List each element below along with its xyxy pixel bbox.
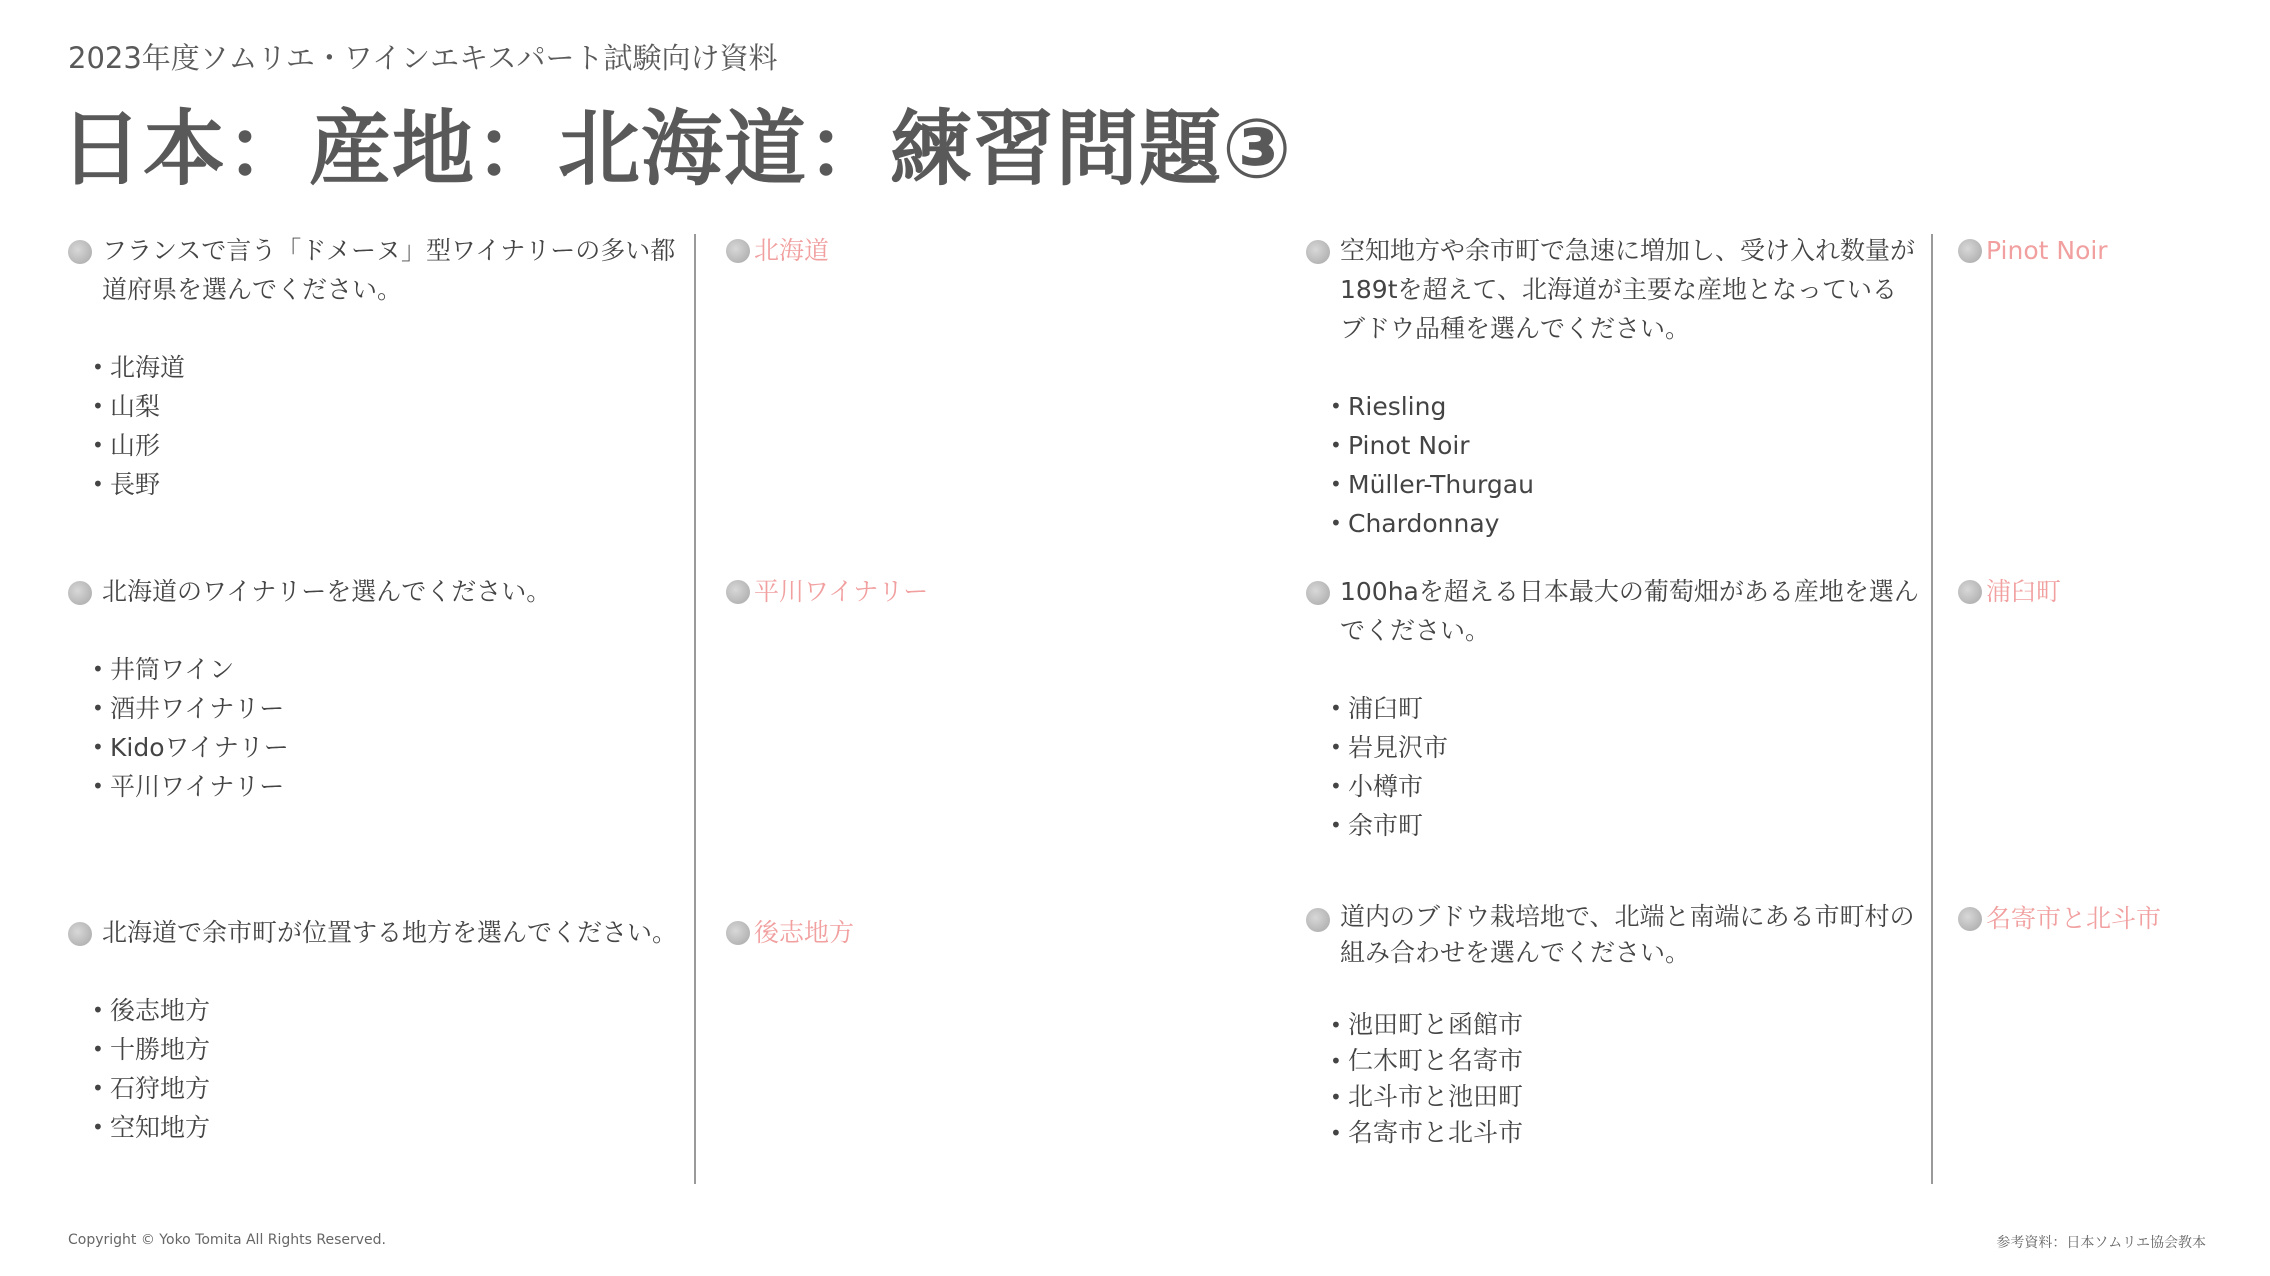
option-item: • 井筒ワイン [92,650,682,689]
bullet-circle-icon [1958,239,1982,263]
bullet-circle-icon [726,580,750,604]
question-block [68,572,682,806]
bullet-circle-icon [1306,581,1330,605]
option-item: • 空知地方 [92,1108,682,1147]
option-item: • 仁木町と名寄市 [1330,1043,1920,1079]
option-item: • 北斗市と池田町 [1330,1079,1920,1115]
question-text: 道内のブドウ栽培地で、北端と南端にある市町村の組み合わせを選んでください。 [1340,902,1915,967]
option-item: • Pinot Noir [1330,426,1920,465]
option-item: • 長野 [92,465,682,504]
question-block [1306,572,1920,845]
divider-right [1931,234,1933,1184]
option-item: • 後志地方 [92,991,682,1030]
bullet-circle-icon [68,581,92,605]
option-item: • Riesling [1330,387,1920,426]
question-text: 北海道のワイナリーを選んでください。 [102,577,552,606]
option-list [1306,387,1920,543]
option-item: • Müller-Thurgau [1330,465,1920,504]
question-text: 100haを超える日本最大の葡萄畑がある産地を選んでください。 [1340,577,1919,645]
answer-text: 平川ワイナリー [754,577,929,606]
bullet-circle-icon [1306,908,1330,932]
bullet-circle-icon [1958,907,1982,931]
option-list [1306,1007,1920,1151]
question-block [68,913,682,1147]
option-item: • 平川ワイナリー [92,767,682,806]
option-list [68,348,682,504]
answer-block [1958,572,2061,611]
subtitle: 2023年度ソムリエ・ワインエキスパート試験向け資料 [68,41,778,75]
answer-block [1958,899,2161,938]
answer-text: 浦臼町 [1986,577,2062,606]
question-block [1306,899,1920,1151]
bullet-circle-icon [68,240,92,264]
answer-block [726,913,854,952]
answer-text: 北海道 [754,236,830,265]
divider-left [694,234,696,1184]
answer-block [726,231,829,270]
option-item: • 小樽市 [1330,767,1920,806]
option-item: • 酒井ワイナリー [92,689,682,728]
answer-block [726,572,928,611]
answer-block [1958,231,2108,270]
bullet-circle-icon [726,921,750,945]
option-item: • 山梨 [92,387,682,426]
option-list [1306,689,1920,845]
question-block [1306,231,1920,543]
answer-text: 名寄市と北斗市 [1986,904,2162,933]
answer-text: Pinot Noir [1986,236,2108,265]
option-item: • Chardonnay [1330,504,1920,543]
question-block [68,231,682,504]
option-item: • 余市町 [1330,806,1920,845]
bullet-circle-icon [68,922,92,946]
bullet-circle-icon [1958,580,1982,604]
option-item: • 石狩地方 [92,1069,682,1108]
copyright: Copyright © Yoko Tomita All Rights Reserved. [68,1232,387,1248]
option-item: • 浦臼町 [1330,689,1920,728]
reference-note: 参考資料：日本ソムリエ協会教本 [1996,1235,2206,1251]
bullet-circle-icon [1306,240,1330,264]
question-text: フランスで言う「ドメーヌ」型ワイナリーの多い都道府県を選んでください。 [102,236,676,304]
option-item: • 山形 [92,426,682,465]
bullet-circle-icon [726,239,750,263]
question-text: 北海道で余市町が位置する地方を選んでください。 [102,918,678,947]
option-item: • 池田町と函館市 [1330,1007,1920,1043]
question-text: 空知地方や余市町で急速に増加し、受け入れ数量が189tを超えて、北海道が主要な産地となっているブドウ品種を選んでください。 [1340,236,1916,343]
answer-text: 後志地方 [754,918,855,947]
option-item: • 岩見沢市 [1330,728,1920,767]
option-item: • 名寄市と北斗市 [1330,1115,1920,1151]
option-list [68,650,682,806]
option-list [68,991,682,1147]
page-title: 日本：産地：北海道：練習問題③ [60,102,1293,197]
option-item: • 十勝地方 [92,1030,682,1069]
option-item: • 北海道 [92,348,682,387]
option-item: • Kidoワイナリー [92,728,682,767]
